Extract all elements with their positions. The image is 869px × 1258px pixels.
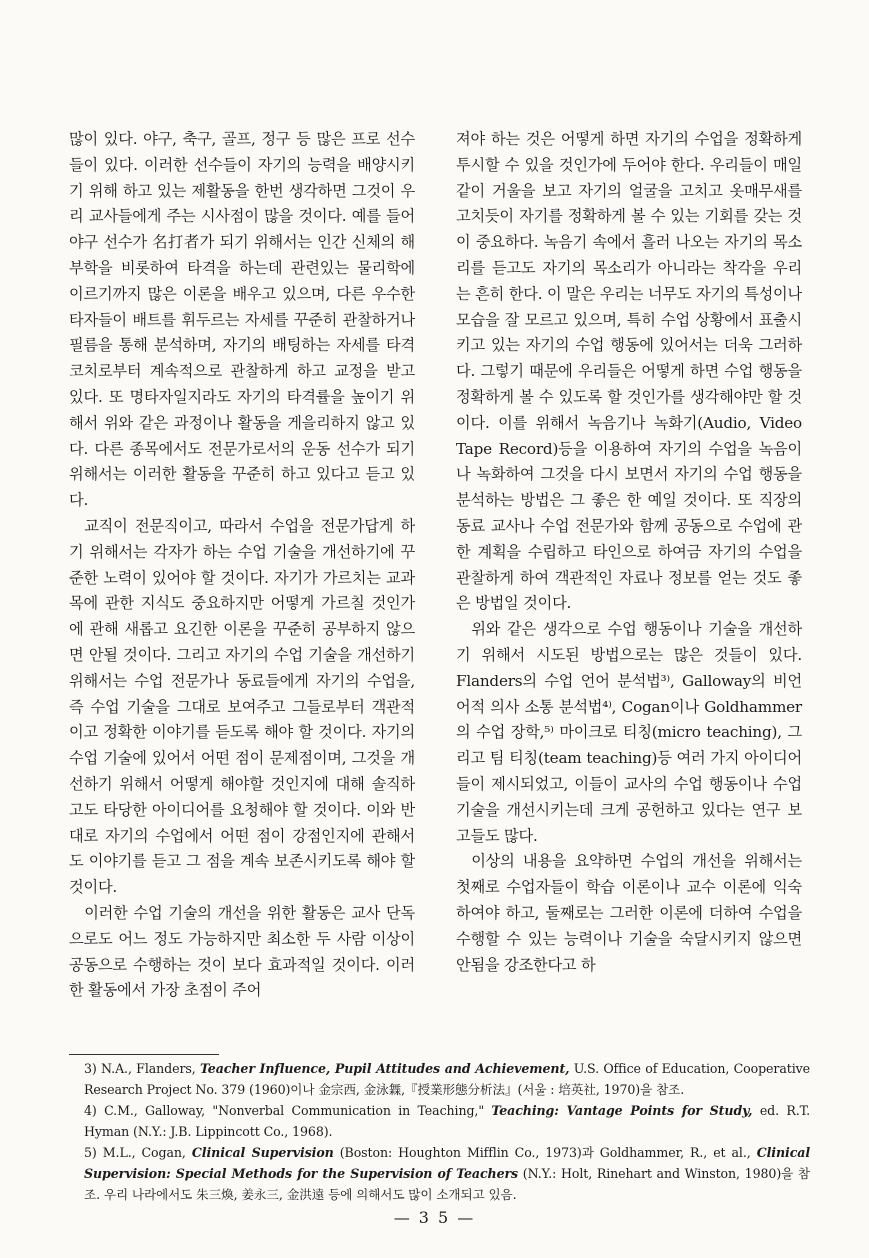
footnote-author: C.M., Galloway, "Nonverbal Communication in Teaching," <box>104 1103 485 1118</box>
body-paragraph: 교직이 전문직이고, 따라서 수업을 전문가답게 하기 위해서는 각자가 하는 수업 기술을 개선하기에 꾸준한 노력이 있어야 할 것이다. 자기가 가르치는 교과목에 관한 지식도 중요하지만 어떻게 가르칠 것인가에 관해 새롭고 요긴한 이론을 꾸준히 공부하지 않으면 안될 것이다. 그리고 자기의 수업 기술을 개선하기 위해서는 수업 전문가나 동료들에게 자기의 수업을, 즉 수업 기술을 그대로 보여주고 그들로부터 객관적이고 정확한 이야기를 듣도록 해야 할 것이다. 자기의 수업 기술에 있어서 어떤 점이 문제점이며, 그것을 개선하기 위해서 어떻게 해야할 것인지에 대해 솔직하고도 타당한 아이디어를 요청해야 할 것이다. 이와 반대로 자기의 수업에서 어떤 점이 강점인지에 관해서도 이야기를 듣고 그 점을 계속 보존시키도록 해야 할 것이다. <box>69 516 415 897</box>
body-paragraph: 위와 같은 생각으로 수업 행동이나 기술을 개선하기 위해서 시도된 방법으로는 많은 것들이 있다. Flanders의 수업 언어 분석법³⁾, Galloway의 비언어적 의사 소통 분석법⁴⁾, Cogan이나 Goldhammer의 수업 장학,⁵⁾ 마이크로 티칭(micro teaching), 그리고 팀 티칭(team teaching)등 여러 가지 아이디어들이 제시되었고, 이들이 교사의 수업 행동이나 수업 기술을 개선시키는데 크게 공헌하고 있다는 연구 보고들도 많다. <box>456 620 802 845</box>
footnote-text: (Boston: Houghton Mifflin Co., 1973)과 Goldhammer, R., et al., <box>339 1145 751 1160</box>
body-paragraph: 이상의 내용을 요약하면 수업의 개선을 위해서는 첫째로 수업자들이 학습 이론이나 교수 이론에 익숙하여야 하고, 둘째로는 그러한 이론에 더하여 수업을 수행할 수 있는 능력이나 기술을 숙달시키지 않으면 안됨을 강조한다고 하 <box>456 852 802 974</box>
footnote-title: Teacher Influence, Pupil Attitudes and Achievement, <box>199 1061 570 1076</box>
footnote-title: Clinical Supervision <box>191 1145 334 1160</box>
footnote-number: 5) <box>84 1145 97 1160</box>
footnote-4 <box>84 1100 810 1142</box>
footnote-number: 3) <box>84 1061 97 1076</box>
left-column <box>69 127 415 1004</box>
body-paragraph: 이러한 수업 기술의 개선을 위한 활동은 교사 단독으로도 어느 정도 가능하지만 최소한 두 사람 이상이 공동으로 수행하는 것이 보다 효과적일 것이다. 이러한 활동에서 가장 초점이 주어 <box>69 903 415 1000</box>
page-number: — 3 5 — <box>393 1208 476 1227</box>
footnote-title: Clinical Supervision: Special Methods for the Supervision of Teachers <box>84 1145 811 1181</box>
body-paragraph: 져야 하는 것은 어떻게 하면 자기의 수업을 정확하게 투시할 수 있을 것인가에 두어야 한다. 우리들이 매일 같이 거울을 보고 자기의 얼굴을 고치고 옷매무새를 고치듯이 자기를 정확하게 볼 수 있는 기회를 갖는 것이 중요하다. 녹음기 속에서 흘러 나오는 자기의 목소리를 듣고도 자기의 목소리가 아니라는 착각을 우리는 흔히 한다. 이 말은 우리는 너무도 자기의 특성이나 모습을 잘 모르고 있으며, 특히 수업 상황에서 표출시키고 있는 자기의 수업 행동에 있어서는 더욱 그러하다. 그렇기 때문에 우리들은 어떻게 하면 수업 행동을 정확하게 볼 수 있도록 할 것인가를 생각해야만 할 것이다. 이를 위해서 녹음기나 녹화기(Audio, Video Tape Record)등을 이용하여 자기의 수업을 녹음이나 녹화하여 그것을 다시 보면서 자기의 수업 행동을 분석하는 방법은 그 좋은 한 예일 것이다. 또 직장의 동료 교사나 수업 전문가와 함께 공동으로 수업에 관한 계획을 수립하고 타인으로 하여금 자기의 수업을 관찰하게 하여 객관적인 자료나 정보를 얻는 것도 좋은 방법일 것이다. <box>456 130 802 613</box>
footnote-text: ed. R.T. Hyman (N.Y.: J.B. Lippincott Co., 1968). <box>84 1103 811 1139</box>
footnote-text: (N.Y.: Holt, Rinehart and Winston, 1980)을 참조. 우리 나라에서도 朱三煥, 姜永三, 金洪遠 등에 의해서도 많이 소개되고 있음. <box>84 1166 811 1202</box>
footnote-divider <box>69 1054 219 1055</box>
footnote-3 <box>84 1058 810 1100</box>
footnote-title: Teaching: Vantage Points for Study, <box>491 1103 753 1118</box>
footnote-text: U.S. Office of Education, Cooperative Research Project No. 379 (1960)이나 金宗西, 金泳橆,『授業形態分析法』(서울 : 培英社, 1970)을 참조. <box>84 1061 810 1097</box>
footnotes <box>84 1058 810 1205</box>
footnote-number: 4) <box>84 1103 97 1118</box>
footnote-5 <box>84 1142 810 1205</box>
right-column <box>456 127 802 978</box>
footnote-author: M.L., Cogan, <box>102 1145 186 1160</box>
footnote-author: N.A., Flanders, <box>101 1061 196 1076</box>
body-paragraph: 많이 있다. 야구, 축구, 골프, 정구 등 많은 프로 선수들이 있다. 이러한 선수들이 자기의 능력을 배양시키기 위해 하고 있는 제활동을 한번 생각하면 그것이 우리 교사들에게 주는 시사점이 많을 것이다. 예를 들어 야구 선수가 名打者가 되기 위해서는 인간 신체의 해부학을 비롯하여 타격을 하는데 관련있는 물리학에 이르기까지 많은 이론을 배우고 있으며, 다른 우수한 타자들이 배트를 휘두르는 자세를 꾸준히 관찰하거나 필름을 통해 분석하며, 자기의 배팅하는 자세를 타격 코치로부터 계속적으로 관찰하게 하고 교정을 받고 있다. 또 명타자일지라도 자기의 타격률을 높이기 위해서 위와 같은 과정이나 활동을 게을리하지 않고 있다. 다른 종목에서도 전문가로서의 운동 선수가 되기 위해서는 이러한 활동을 꾸준히 하고 있다고 듣고 있다. <box>69 130 415 510</box>
